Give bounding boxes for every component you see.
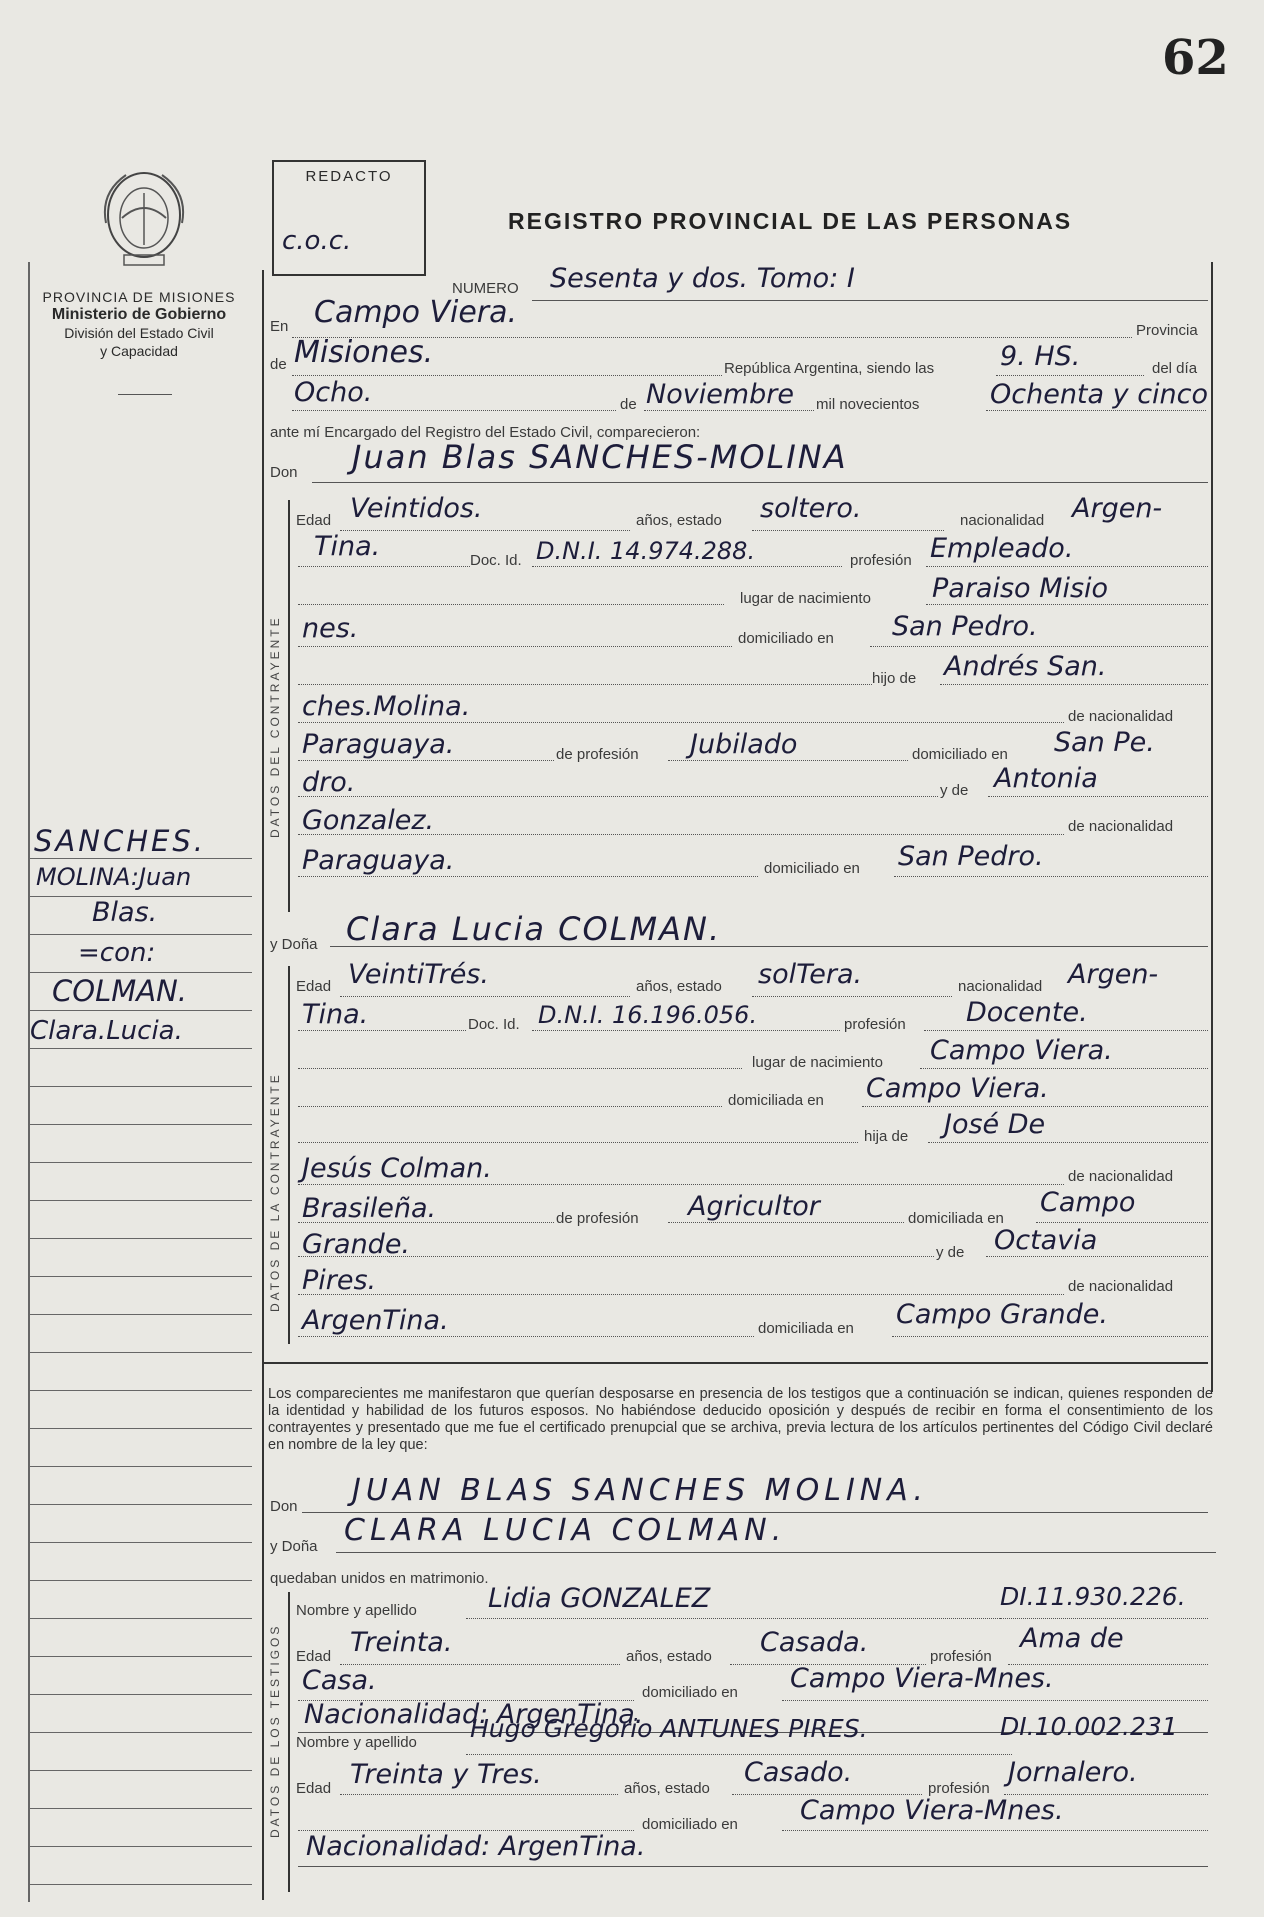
label-y-de-1: y de	[940, 782, 969, 799]
testigo1-domicilio: Campo Viera-Mnes.	[790, 1663, 1054, 1694]
label-de-nacionalidad-2: de nacionalidad	[1068, 818, 1174, 835]
provincial-seal-icon	[96, 163, 192, 271]
label-domiciliada-padre: domiciliada en	[908, 1210, 1004, 1227]
contrayente-padre-1: Andrés San.	[944, 651, 1107, 682]
label-y-dona-2: y Doña	[270, 1538, 318, 1555]
contrayente-domicilio: San Pedro.	[892, 611, 1038, 642]
contrayenta-padre-profesion: Agricultor	[688, 1191, 820, 1222]
label-anos-estado-t2: años, estado	[624, 1780, 710, 1797]
label-doc-2: Doc. Id.	[468, 1016, 520, 1033]
testigo2-nombre: Hugo Gregorio ANTUNES PIRES.	[470, 1714, 868, 1743]
margin-note-line1: SANCHES.	[34, 824, 206, 858]
label-provincia: Provincia	[1136, 322, 1198, 339]
contrayente-lugar-2: nes.	[302, 613, 359, 644]
contrayente-padre-nacionalidad: Paraguaya.	[302, 729, 455, 760]
label-doc: Doc. Id.	[470, 552, 522, 569]
testigo1-estado: Casada.	[760, 1627, 869, 1658]
contrayente-estado: soltero.	[760, 493, 862, 524]
acta-provincia: Misiones.	[294, 335, 434, 370]
consent-paragraph: Los comparecientes me manifestaron que querían desposarse en presencia de los testigos que a continuación se indican, quienes responden de la identidad y habilidad de los futuros esposos. No habiéndose deducido oposición y después de recibir en forma el consentimiento de los contrayentes y presentado que me fue el certificado prenupcial que se archiva, previa lectura de los artículos pertinentes del Código Civil declaré en nombre de la ley que:	[268, 1386, 1213, 1453]
testigo1-nacionalidad: Nacionalidad: ArgenTina.	[304, 1699, 644, 1730]
side-label-testigos: DATOS DE LOS TESTIGOS	[268, 1623, 282, 1838]
label-domiciliado-t2: domiciliado en	[642, 1816, 738, 1833]
label-edad: Edad	[296, 512, 332, 529]
testigo2-edad: Treinta y Tres.	[350, 1759, 542, 1790]
acta-dia: Ocho.	[294, 377, 373, 408]
label-profesion-t2: profesión	[928, 1780, 990, 1797]
label-domiciliada: domiciliada en	[728, 1092, 824, 1109]
label-de-nacionalidad-3: de nacionalidad	[1068, 1168, 1174, 1185]
label-edad-2: Edad	[296, 978, 332, 995]
contrayenta-profesion: Docente.	[966, 997, 1088, 1028]
label-nombre-t1: Nombre y apellido	[296, 1602, 417, 1619]
label-profesion: profesión	[850, 552, 912, 569]
org-province: PROVINCIA DE MISIONES	[42, 289, 236, 305]
label-hijo-de: hijo de	[872, 670, 917, 687]
label-anos-estado-t1: años, estado	[626, 1648, 712, 1665]
redacto-initials: c.o.c.	[282, 226, 352, 256]
testigo1-profesion-2: Casa.	[302, 1665, 377, 1696]
contrayente-padre-domicilio-1: San Pe.	[1054, 727, 1155, 758]
label-de-mes: de	[620, 396, 637, 413]
label-anos-estado: años, estado	[636, 512, 722, 529]
contrayenta-nacionalidad-1: Argen-	[1068, 959, 1159, 990]
label-de-nacionalidad-1: de nacionalidad	[1068, 708, 1174, 725]
label-edad-t2: Edad	[296, 1780, 332, 1797]
acta-anio: Ochenta y cinco	[990, 379, 1209, 410]
label-edad-t1: Edad	[296, 1648, 332, 1665]
acta-hora: 9. HS.	[1000, 341, 1081, 372]
contrayenta-padre-domicilio-1: Campo	[1040, 1187, 1136, 1218]
testigo2-nacionalidad: Nacionalidad: ArgenTina.	[306, 1831, 646, 1862]
testigo1-edad: Treinta.	[350, 1627, 453, 1658]
redacto-label: REDACTO	[305, 168, 393, 185]
label-don: Don	[270, 464, 298, 481]
testigo2-doc: DI.10.002.231	[1000, 1712, 1178, 1741]
label-de: de	[270, 356, 287, 373]
label-nacionalidad-2: nacionalidad	[958, 978, 1043, 995]
org-capacity: y Capacidad	[100, 343, 178, 359]
label-nacionalidad: nacionalidad	[960, 512, 1045, 529]
side-label-contrayente: DATOS DEL CONTRAYENTE	[268, 615, 282, 838]
label-ante: ante mí Encargado del Registro del Estado Civil, comparecieron:	[270, 424, 701, 441]
label-lugar-2: lugar de nacimiento	[752, 1054, 883, 1071]
contrayente-doc: D.N.I. 14.974.288.	[536, 537, 756, 565]
contrayenta-padre-nacionalidad: Brasileña.	[302, 1193, 437, 1224]
label-domiciliado: domiciliado en	[738, 630, 834, 647]
margin-note-line6: Clara.Lucia.	[30, 1016, 183, 1046]
label-profesion-t1: profesión	[930, 1648, 992, 1665]
acta-mes: Noviembre	[646, 379, 794, 410]
acta-lugar: Campo Viera.	[314, 295, 518, 330]
declaracion-don: JUAN BLAS SANCHES MOLINA.	[352, 1473, 928, 1508]
label-domiciliado-t1: domiciliado en	[642, 1684, 738, 1701]
header-title: REGISTRO PROVINCIAL DE LAS PERSONAS	[508, 208, 1073, 234]
contrayenta-padre-2: Jesús Colman.	[302, 1153, 492, 1184]
label-domiciliada-madre: domiciliada en	[758, 1320, 854, 1337]
label-lugar: lugar de nacimiento	[740, 590, 871, 607]
acta-numero: Sesenta y dos. Tomo: I	[550, 263, 855, 294]
margin-note-line5: COLMAN.	[52, 974, 188, 1008]
redacto-box	[272, 160, 426, 276]
testigo2-profesion: Jornalero.	[1008, 1757, 1138, 1788]
contrayenta-madre-domicilio: Campo Grande.	[896, 1299, 1108, 1330]
contrayenta-lugar: Campo Viera.	[930, 1035, 1113, 1066]
testigo1-doc: DI.11.930.226.	[1000, 1582, 1186, 1611]
contrayenta-doc: D.N.I. 16.196.056.	[538, 1001, 758, 1029]
page-number: 62	[1162, 30, 1229, 86]
contrayenta-madre-2: Pires.	[302, 1265, 377, 1296]
label-y-de-2: y de	[936, 1244, 965, 1261]
org-division: División del Estado Civil	[64, 325, 214, 341]
label-de-nacionalidad-4: de nacionalidad	[1068, 1278, 1174, 1295]
label-domiciliado-madre: domiciliado en	[764, 860, 860, 877]
contrayenta-padre-domicilio-2: Grande.	[302, 1229, 411, 1260]
contrayente-madre-nacionalidad: Paraguaya.	[302, 845, 455, 876]
testigo2-estado: Casado.	[744, 1757, 853, 1788]
contrayente-nombre: Juan Blas SANCHES-MOLINA	[352, 438, 848, 476]
contrayente-madre-domicilio: San Pedro.	[898, 841, 1044, 872]
label-anos-estado-2: años, estado	[636, 978, 722, 995]
label-numero: NUMERO	[452, 280, 519, 297]
org-ministry: Ministerio de Gobierno	[51, 306, 227, 323]
margin-note-line2: MOLINA:Juan	[36, 863, 192, 891]
testigo1-profesion: Ama de	[1020, 1623, 1124, 1654]
label-quedaban: quedaban unidos en matrimonio.	[270, 1570, 489, 1587]
label-nombre-t2: Nombre y apellido	[296, 1734, 417, 1751]
contrayente-madre-2: Gonzalez.	[302, 805, 435, 836]
margin-note-line3: Blas.	[92, 897, 158, 928]
declaracion-dona: CLARA LUCIA COLMAN.	[344, 1513, 787, 1548]
testigo2-domicilio: Campo Viera-Mnes.	[800, 1795, 1064, 1826]
label-en: En	[270, 318, 289, 335]
label-republica: República Argentina, siendo las	[724, 360, 935, 377]
testigo1-nombre: Lidia GONZALEZ	[488, 1583, 711, 1614]
label-de-profesion-1: de profesión	[556, 746, 639, 763]
contrayenta-edad: VeintiTrés.	[348, 959, 489, 990]
label-de-profesion-2: de profesión	[556, 1210, 639, 1227]
contrayenta-estado: solTera.	[758, 959, 863, 990]
contrayente-nacionalidad-2: Tina.	[314, 531, 381, 562]
margin-note-line4: =con:	[78, 938, 156, 968]
label-mil: mil novecientos	[816, 396, 920, 413]
contrayente-profesion: Empleado.	[930, 533, 1074, 564]
contrayenta-nombre: Clara Lucia COLMAN.	[346, 910, 722, 948]
contrayente-lugar-1: Paraiso Misio	[932, 573, 1109, 604]
contrayente-padre-profesion: Jubilado	[690, 729, 798, 760]
label-y-dona: y Doña	[270, 936, 318, 953]
label-del-dia: del día	[1152, 360, 1198, 377]
contrayente-edad: Veintidos.	[350, 493, 483, 524]
side-label-contrayenta: DATOS DE LA CONTRAYENTE	[268, 1072, 282, 1312]
contrayenta-madre-nacionalidad: ArgenTina.	[302, 1305, 449, 1336]
contrayenta-padre-1: José De	[944, 1109, 1046, 1140]
contrayente-padre-2: ches.Molina.	[302, 691, 471, 722]
contrayente-padre-domicilio-2: dro.	[302, 767, 356, 798]
contrayenta-domicilio: Campo Viera.	[866, 1073, 1049, 1104]
label-domiciliado-padre: domiciliado en	[912, 746, 1008, 763]
label-profesion-2: profesión	[844, 1016, 906, 1033]
contrayente-madre-1: Antonia	[994, 763, 1098, 794]
contrayenta-nacionalidad-2: Tina.	[302, 999, 369, 1030]
label-don-2: Don	[270, 1498, 298, 1515]
contrayenta-madre-1: Octavia	[994, 1225, 1098, 1256]
label-hija-de: hija de	[864, 1128, 909, 1145]
contrayente-nacionalidad-1: Argen-	[1072, 493, 1163, 524]
